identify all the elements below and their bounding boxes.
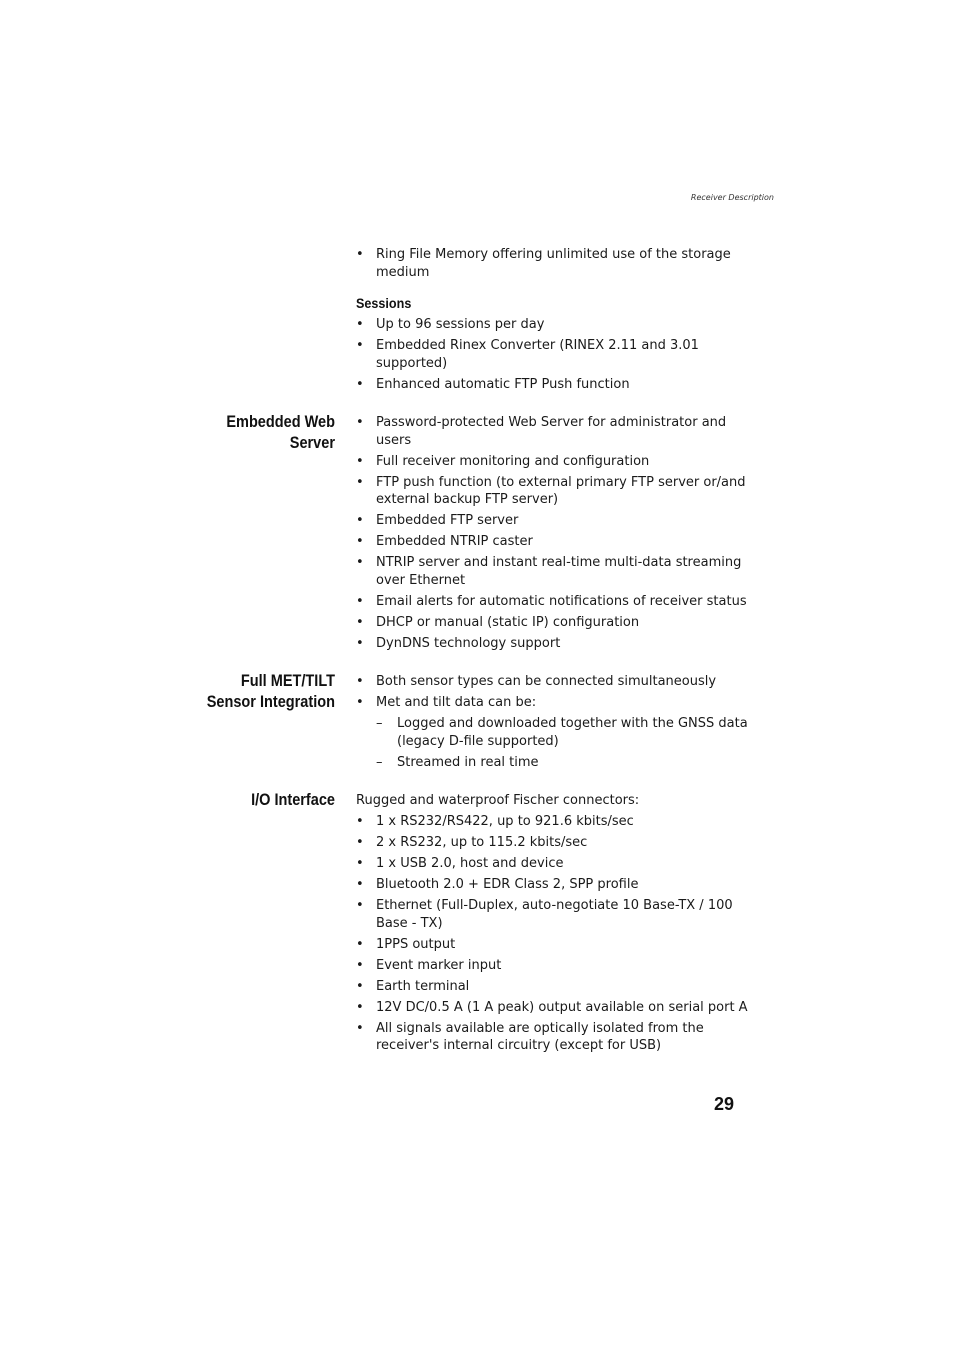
list-item-text: Streamed in real time <box>397 754 539 770</box>
sub-list-item <box>356 754 740 772</box>
web-server-heading <box>172 412 335 454</box>
list-item <box>356 316 740 334</box>
list-item <box>356 593 747 611</box>
list-item <box>356 673 740 691</box>
list-item-text: Enhanced automatic FTP Push function <box>376 376 630 392</box>
io-list <box>356 792 748 1058</box>
list-item-line <box>356 813 740 831</box>
bullet-marker: • <box>356 376 364 392</box>
bullet-marker: • <box>356 317 364 332</box>
bullet-marker: • <box>356 593 364 609</box>
list-item <box>356 813 740 831</box>
list-item-text: Earth terminal <box>376 978 470 994</box>
list-item-text: Up to 96 sessions per day <box>376 317 545 332</box>
list-item-line <box>356 834 740 852</box>
list-item-text: NTRIP server and instant real-time multi-data streaming <box>376 555 742 570</box>
list-item-line <box>356 694 740 712</box>
web-server-list <box>356 414 747 656</box>
bullet-marker: • <box>356 614 364 630</box>
list-item-text: Ring File Memory offering unlimited use of the storage <box>376 247 731 262</box>
list-item <box>356 694 740 712</box>
met-tilt-heading-line2: Sensor Integration <box>206 693 335 711</box>
bullet-marker: • <box>356 856 364 871</box>
list-item-text: Embedded FTP server <box>376 513 519 528</box>
io-heading: I/O Interface <box>251 791 335 809</box>
list-item <box>356 614 740 632</box>
bullet-marker: • <box>356 247 364 262</box>
list-item-line <box>356 572 740 590</box>
web-server-heading-line1: Embedded Web <box>226 413 335 431</box>
bullet-marker: • <box>356 999 364 1015</box>
storage-list <box>356 246 740 285</box>
list-item-text: (legacy D-file supported) <box>397 733 559 749</box>
list-item-text: Embedded Rinex Converter (RINEX 2.11 and 3.01 <box>376 338 699 353</box>
list-item-text: Logged and downloaded together with the GNSS data <box>397 716 748 731</box>
list-item-line <box>356 337 740 355</box>
list-item-text: Event marker input <box>376 957 502 973</box>
list-item <box>356 1020 740 1055</box>
bullet-marker: • <box>356 814 364 829</box>
list-item-line <box>356 512 740 530</box>
list-item <box>356 554 740 589</box>
met-tilt-bullets <box>356 673 740 715</box>
bullet-marker: • <box>356 695 364 710</box>
list-item <box>356 635 740 653</box>
list-item-line <box>356 754 740 772</box>
bullet-marker: • <box>356 453 364 469</box>
bullet-marker: • <box>356 1020 364 1036</box>
list-item <box>356 876 740 894</box>
list-item-line <box>356 593 747 611</box>
list-item-text: DynDNS technology support <box>376 635 561 651</box>
bullet-marker: • <box>356 338 364 353</box>
list-item-text: 12V DC/0.5 A (1 A peak) output available on serial port A <box>376 999 748 1015</box>
list-item <box>356 453 740 471</box>
bullet-marker: • <box>356 415 364 430</box>
list-item <box>356 957 740 975</box>
bullet-marker: • <box>356 555 364 570</box>
list-item-line <box>356 1020 740 1038</box>
list-item-text: Base - TX) <box>376 915 443 931</box>
list-item-text: receiver's internal circuitry (except for USB) <box>376 1038 662 1053</box>
list-item-line <box>356 614 740 632</box>
list-item-line <box>356 264 740 282</box>
web-server-heading-line2: Server <box>289 434 335 452</box>
list-item-line <box>356 673 740 691</box>
met-tilt-list <box>356 673 748 775</box>
list-item-line <box>356 414 740 432</box>
met-tilt-heading <box>172 671 335 713</box>
list-item <box>356 337 740 372</box>
list-item-text: 1 x USB 2.0, host and device <box>376 856 564 871</box>
met-tilt-subitems <box>356 715 748 775</box>
bullet-marker: • <box>356 534 364 549</box>
list-item-line <box>356 915 740 933</box>
list-item-text: supported) <box>376 355 448 371</box>
list-item-text: 1PPS output <box>376 936 456 952</box>
bullet-marker: • <box>356 513 364 528</box>
list-item-line <box>356 1037 740 1055</box>
list-item-line <box>356 316 740 334</box>
sessions-list <box>356 316 740 397</box>
bullet-marker: • <box>356 474 364 490</box>
list-item-text: external backup FTP server) <box>376 492 559 507</box>
list-item <box>356 897 740 932</box>
list-item-line <box>356 376 740 394</box>
bullet-marker: • <box>356 877 364 892</box>
list-item <box>356 376 740 394</box>
list-item-line <box>356 897 740 915</box>
list-item <box>356 414 740 449</box>
bullet-marker: • <box>356 957 364 973</box>
list-item-line <box>356 957 740 975</box>
list-item-text: All signals available are optically isolated from the <box>376 1020 704 1036</box>
running-header: Receiver Description <box>690 193 774 202</box>
list-item <box>356 834 740 852</box>
io-bullets <box>356 813 748 1058</box>
list-item <box>356 512 740 530</box>
sub-list-item <box>356 715 748 750</box>
sessions-heading: Sessions <box>356 295 412 311</box>
dash-marker: – <box>376 716 383 731</box>
list-item <box>356 999 748 1017</box>
list-item-line <box>356 246 740 264</box>
bullet-marker: • <box>356 635 364 651</box>
list-item-text: over Ethernet <box>376 572 466 588</box>
list-item-line <box>356 733 740 751</box>
bullet-marker: • <box>356 936 364 952</box>
list-item-text: Email alerts for automatic notifications of receiver status <box>376 593 747 609</box>
list-item-text: Bluetooth 2.0 + EDR Class 2, SPP profile <box>376 877 639 892</box>
list-item-line <box>356 999 748 1017</box>
list-item-line <box>356 453 740 471</box>
met-tilt-heading-line1: Full MET/TILT <box>240 672 335 690</box>
list-item <box>356 978 740 996</box>
list-item-text: Password-protected Web Server for administrator and <box>376 415 727 430</box>
list-item <box>356 533 740 551</box>
list-item-line <box>356 855 740 873</box>
bullet-marker: • <box>356 978 364 994</box>
list-item-line <box>356 554 740 572</box>
list-item-text: medium <box>376 264 430 280</box>
list-item-line <box>356 936 740 954</box>
list-item-line <box>356 876 740 894</box>
list-item-line <box>356 474 746 492</box>
list-item-text: users <box>376 432 412 448</box>
bullet-marker: • <box>356 898 364 913</box>
list-item-text: Embedded NTRIP caster <box>376 534 533 549</box>
dash-marker: – <box>376 754 383 770</box>
list-item-text: 2 x RS232, up to 115.2 kbits/sec <box>376 835 588 850</box>
list-item-line <box>356 355 740 373</box>
list-item-line <box>356 978 740 996</box>
list-item-line <box>356 491 740 509</box>
list-item-line <box>356 715 748 733</box>
list-item-line <box>356 533 740 551</box>
list-item-text: Met and tilt data can be: <box>376 695 537 710</box>
list-item <box>356 246 740 281</box>
bullet-marker: • <box>356 835 364 850</box>
list-item-line <box>356 635 740 653</box>
list-item-text: DHCP or manual (static IP) configuration <box>376 614 640 630</box>
list-item-line <box>356 432 740 450</box>
list-item-text: Full receiver monitoring and configuration <box>376 453 650 469</box>
page-number: 29 <box>714 1094 735 1114</box>
list-item <box>356 474 746 509</box>
bullet-marker: • <box>356 674 364 689</box>
list-item-text: 1 x RS232/RS422, up to 921.6 kbits/sec <box>376 814 634 829</box>
list-item-text: FTP push function (to external primary FTP server or/and <box>376 474 746 490</box>
list-item-text: Ethernet (Full-Duplex, auto-negotiate 10 Base-TX / 100 <box>376 898 733 913</box>
list-item-text: Both sensor types can be connected simultaneously <box>376 674 717 689</box>
list-item <box>356 936 740 954</box>
list-item <box>356 855 740 873</box>
io-intro: Rugged and waterproof Fischer connectors: <box>356 793 640 808</box>
